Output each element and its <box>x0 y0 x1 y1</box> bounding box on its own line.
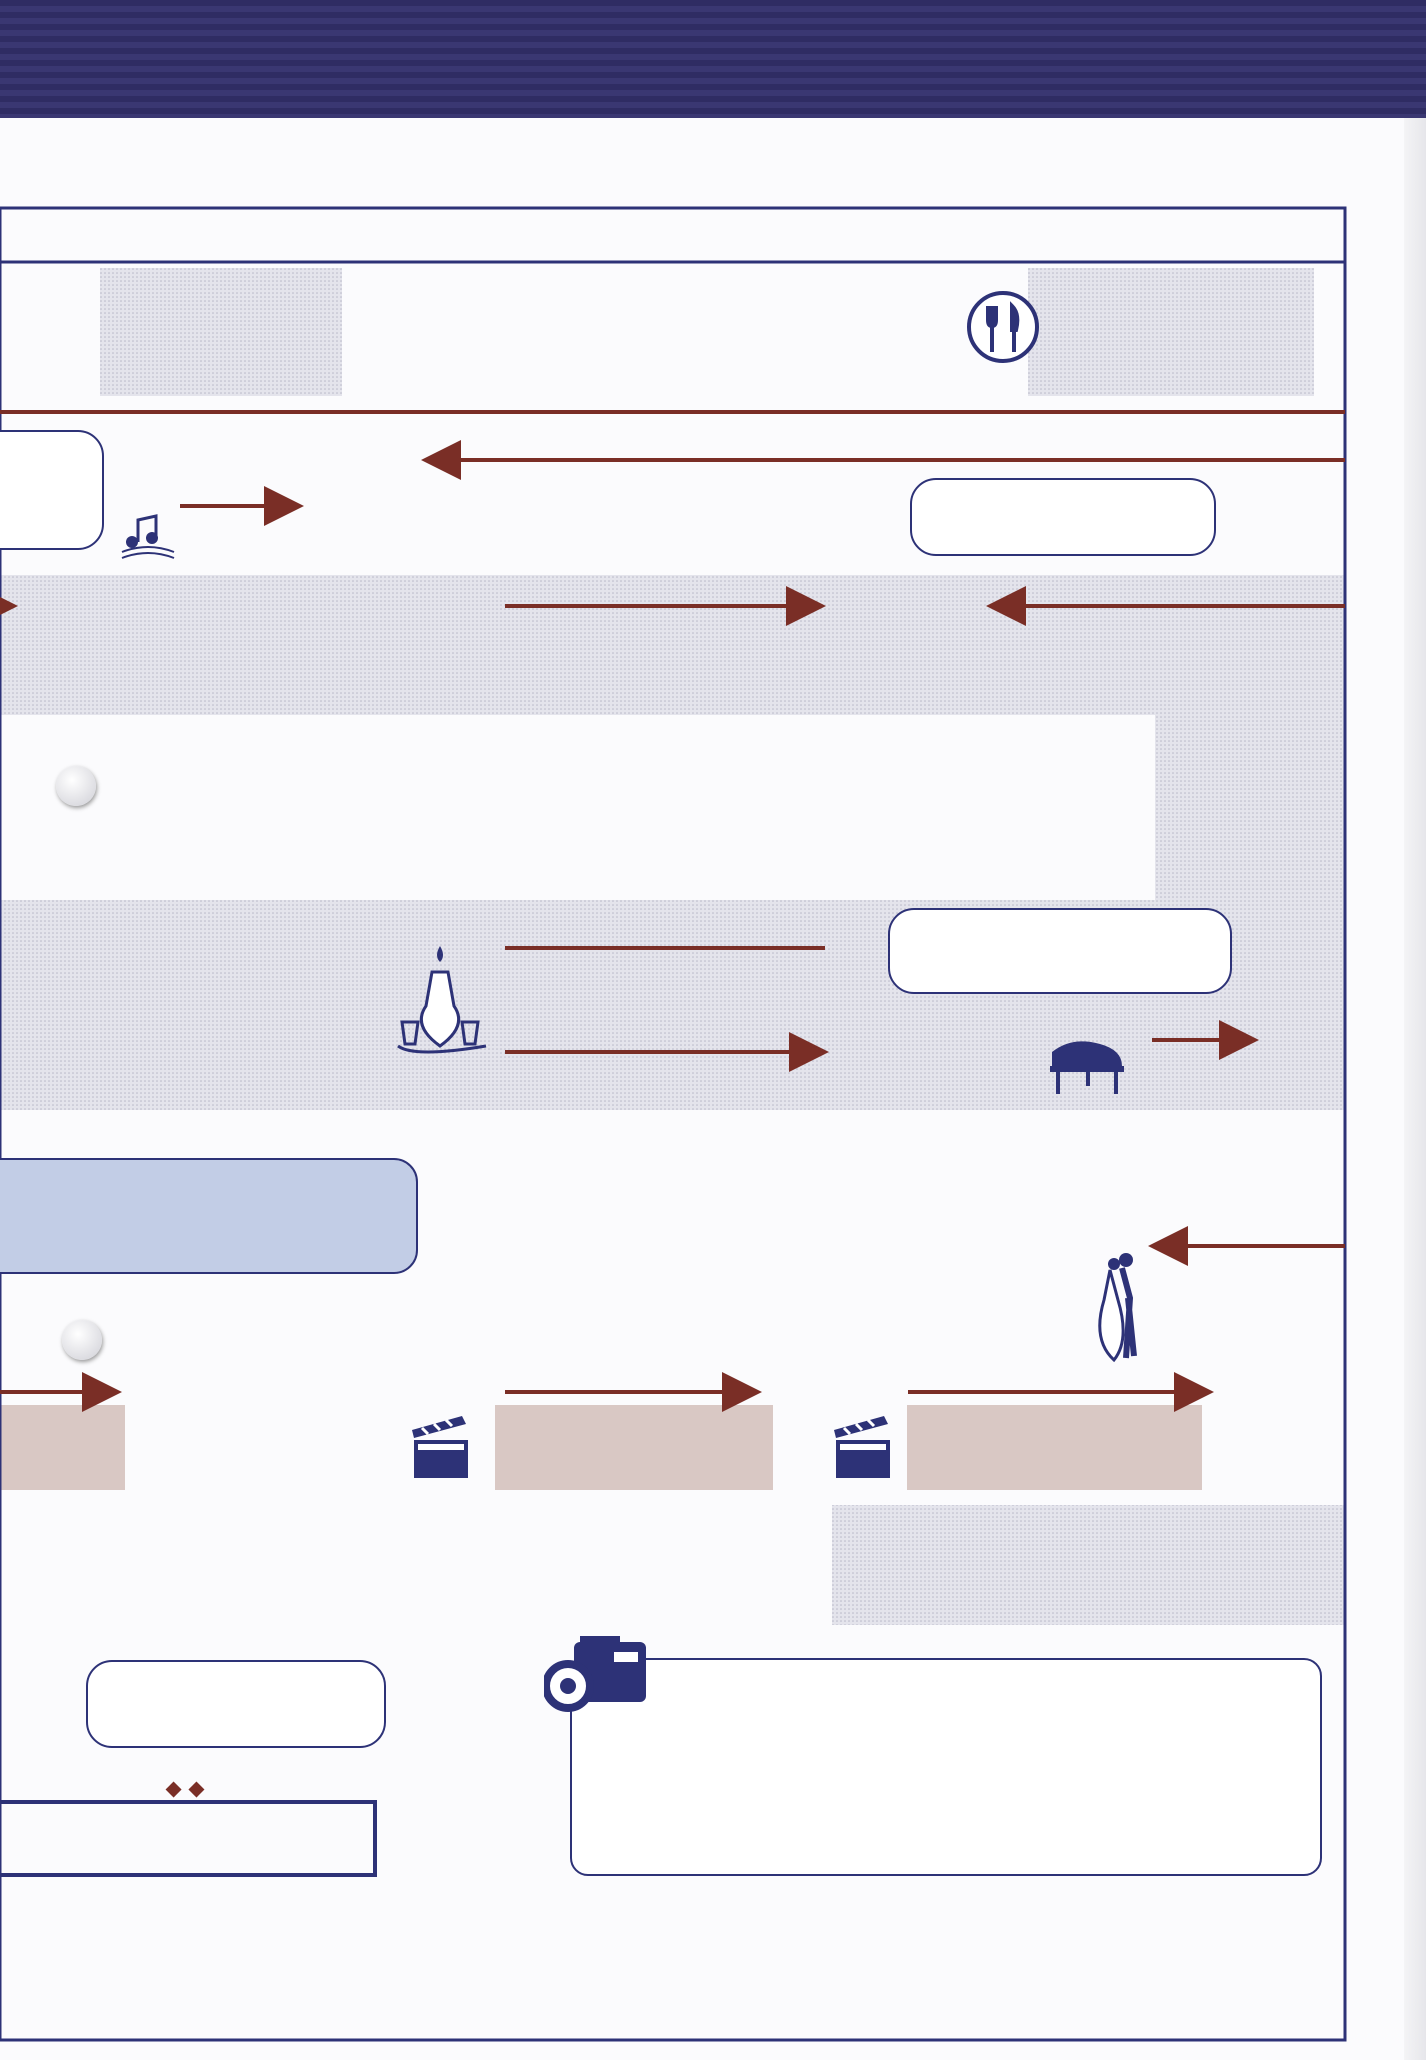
photoshop-notice <box>570 1658 1322 1876</box>
dancers-icon <box>1088 1250 1152 1370</box>
clapperboard-icon <box>834 1416 892 1484</box>
clapperboard-icon <box>412 1416 470 1484</box>
cutlery-icon <box>966 290 1040 368</box>
drink-bubble <box>86 1660 386 1748</box>
punch-hole <box>62 1320 102 1360</box>
grill-bubble <box>910 478 1216 556</box>
teapot-icon <box>396 942 488 1068</box>
fair-bubble <box>0 430 104 550</box>
camera-icon <box>544 1636 650 1722</box>
no-activity-banner <box>0 1158 418 1274</box>
arabian-bubble <box>888 908 1232 994</box>
music-note-icon <box>118 512 178 566</box>
punch-hole <box>56 766 96 806</box>
drink-service: ◆ ◆ <box>165 1776 205 1800</box>
piano-icon <box>1048 1036 1126 1100</box>
